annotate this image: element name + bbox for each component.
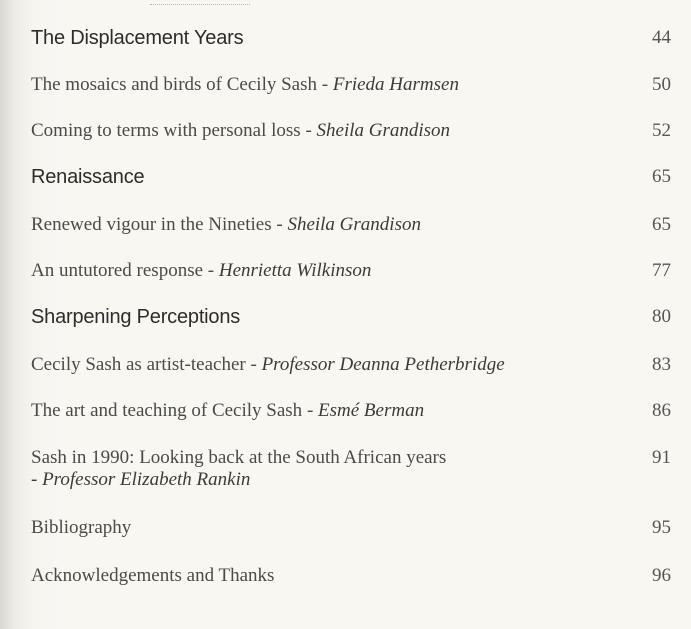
toc-title: Cecily Sash as artist-teacher [31,354,246,375]
toc-title-line [31,260,371,282]
toc-author: Esmé Berman [318,400,425,421]
toc-dash: - [305,120,312,141]
toc-author: Frieda Harmsen [332,74,459,95]
toc-title-line [31,74,459,96]
toc-page-number: 86 [652,400,671,421]
toc-title: Sash in 1990: Looking back at the South African years [31,447,447,468]
toc-page-number: 44 [652,27,671,48]
toc-dash: - [207,260,215,281]
toc-dash: - [321,74,329,95]
toc-title: Bibliography [31,517,132,538]
toc-page-number: 65 [652,166,671,187]
toc-entry-untutored-response[interactable] [31,260,671,292]
toc-author: Professor Deanna Petherbridge [261,354,505,375]
toc-author: Sheila Grandison [316,120,451,141]
toc-page-number: 65 [652,214,671,235]
toc-author: Henrietta Wilkinson [218,260,372,281]
toc-author: Professor Elizabeth Rankin [42,469,251,490]
toc-page-number: 52 [652,120,671,141]
toc-title: Renaissance [31,166,145,188]
toc-dash: - [31,469,38,490]
toc-title-line [31,214,421,236]
toc-section-sharpening-perceptions[interactable] [31,306,671,338]
toc-title: Coming to terms with personal loss [31,120,301,141]
toc-page-number: 95 [652,517,671,538]
toc-entry-bibliography[interactable] [31,517,671,549]
toc-page-number: 91 [652,447,671,468]
toc-dash: - [306,400,314,421]
toc-section-displacement-years[interactable] [31,27,671,59]
toc-title-line [31,354,505,376]
toc-dash: - [250,354,257,375]
toc-page-number: 50 [652,74,671,95]
toc-title: The Displacement Years [31,27,244,49]
toc-title-line [31,120,450,142]
toc-entry-acknowledgements[interactable] [31,565,671,597]
toc-section-renaissance[interactable] [31,166,671,198]
cut-off-previous-line [150,0,250,5]
toc-dash: - [276,214,283,235]
toc-page-number: 77 [652,260,671,281]
toc-title: Acknowledgements and Thanks [31,565,275,586]
toc-author-line [31,469,250,491]
toc-page-number: 80 [652,306,671,327]
toc-entry-mosaics-and-birds[interactable] [31,74,671,106]
toc-entry-renewed-vigour[interactable] [31,214,671,246]
toc-title: The art and teaching of Cecily Sash [31,400,303,421]
toc-entry-artist-teacher[interactable] [31,354,671,386]
toc-page-number: 96 [652,565,671,586]
toc-title: The mosaics and birds of Cecily Sash [31,74,318,95]
toc-entry-looking-back[interactable] [31,447,671,495]
toc-title-line [31,400,424,422]
toc-title: Sharpening Perceptions [31,306,241,328]
toc-entry-art-and-teaching[interactable] [31,400,671,432]
toc-entry-personal-loss[interactable] [31,120,671,152]
toc-author: Sheila Grandison [287,214,421,235]
toc-title: An untutored response [31,260,204,281]
toc-title: Renewed vigour in the Nineties [31,214,272,235]
toc-page-number: 83 [652,354,671,375]
